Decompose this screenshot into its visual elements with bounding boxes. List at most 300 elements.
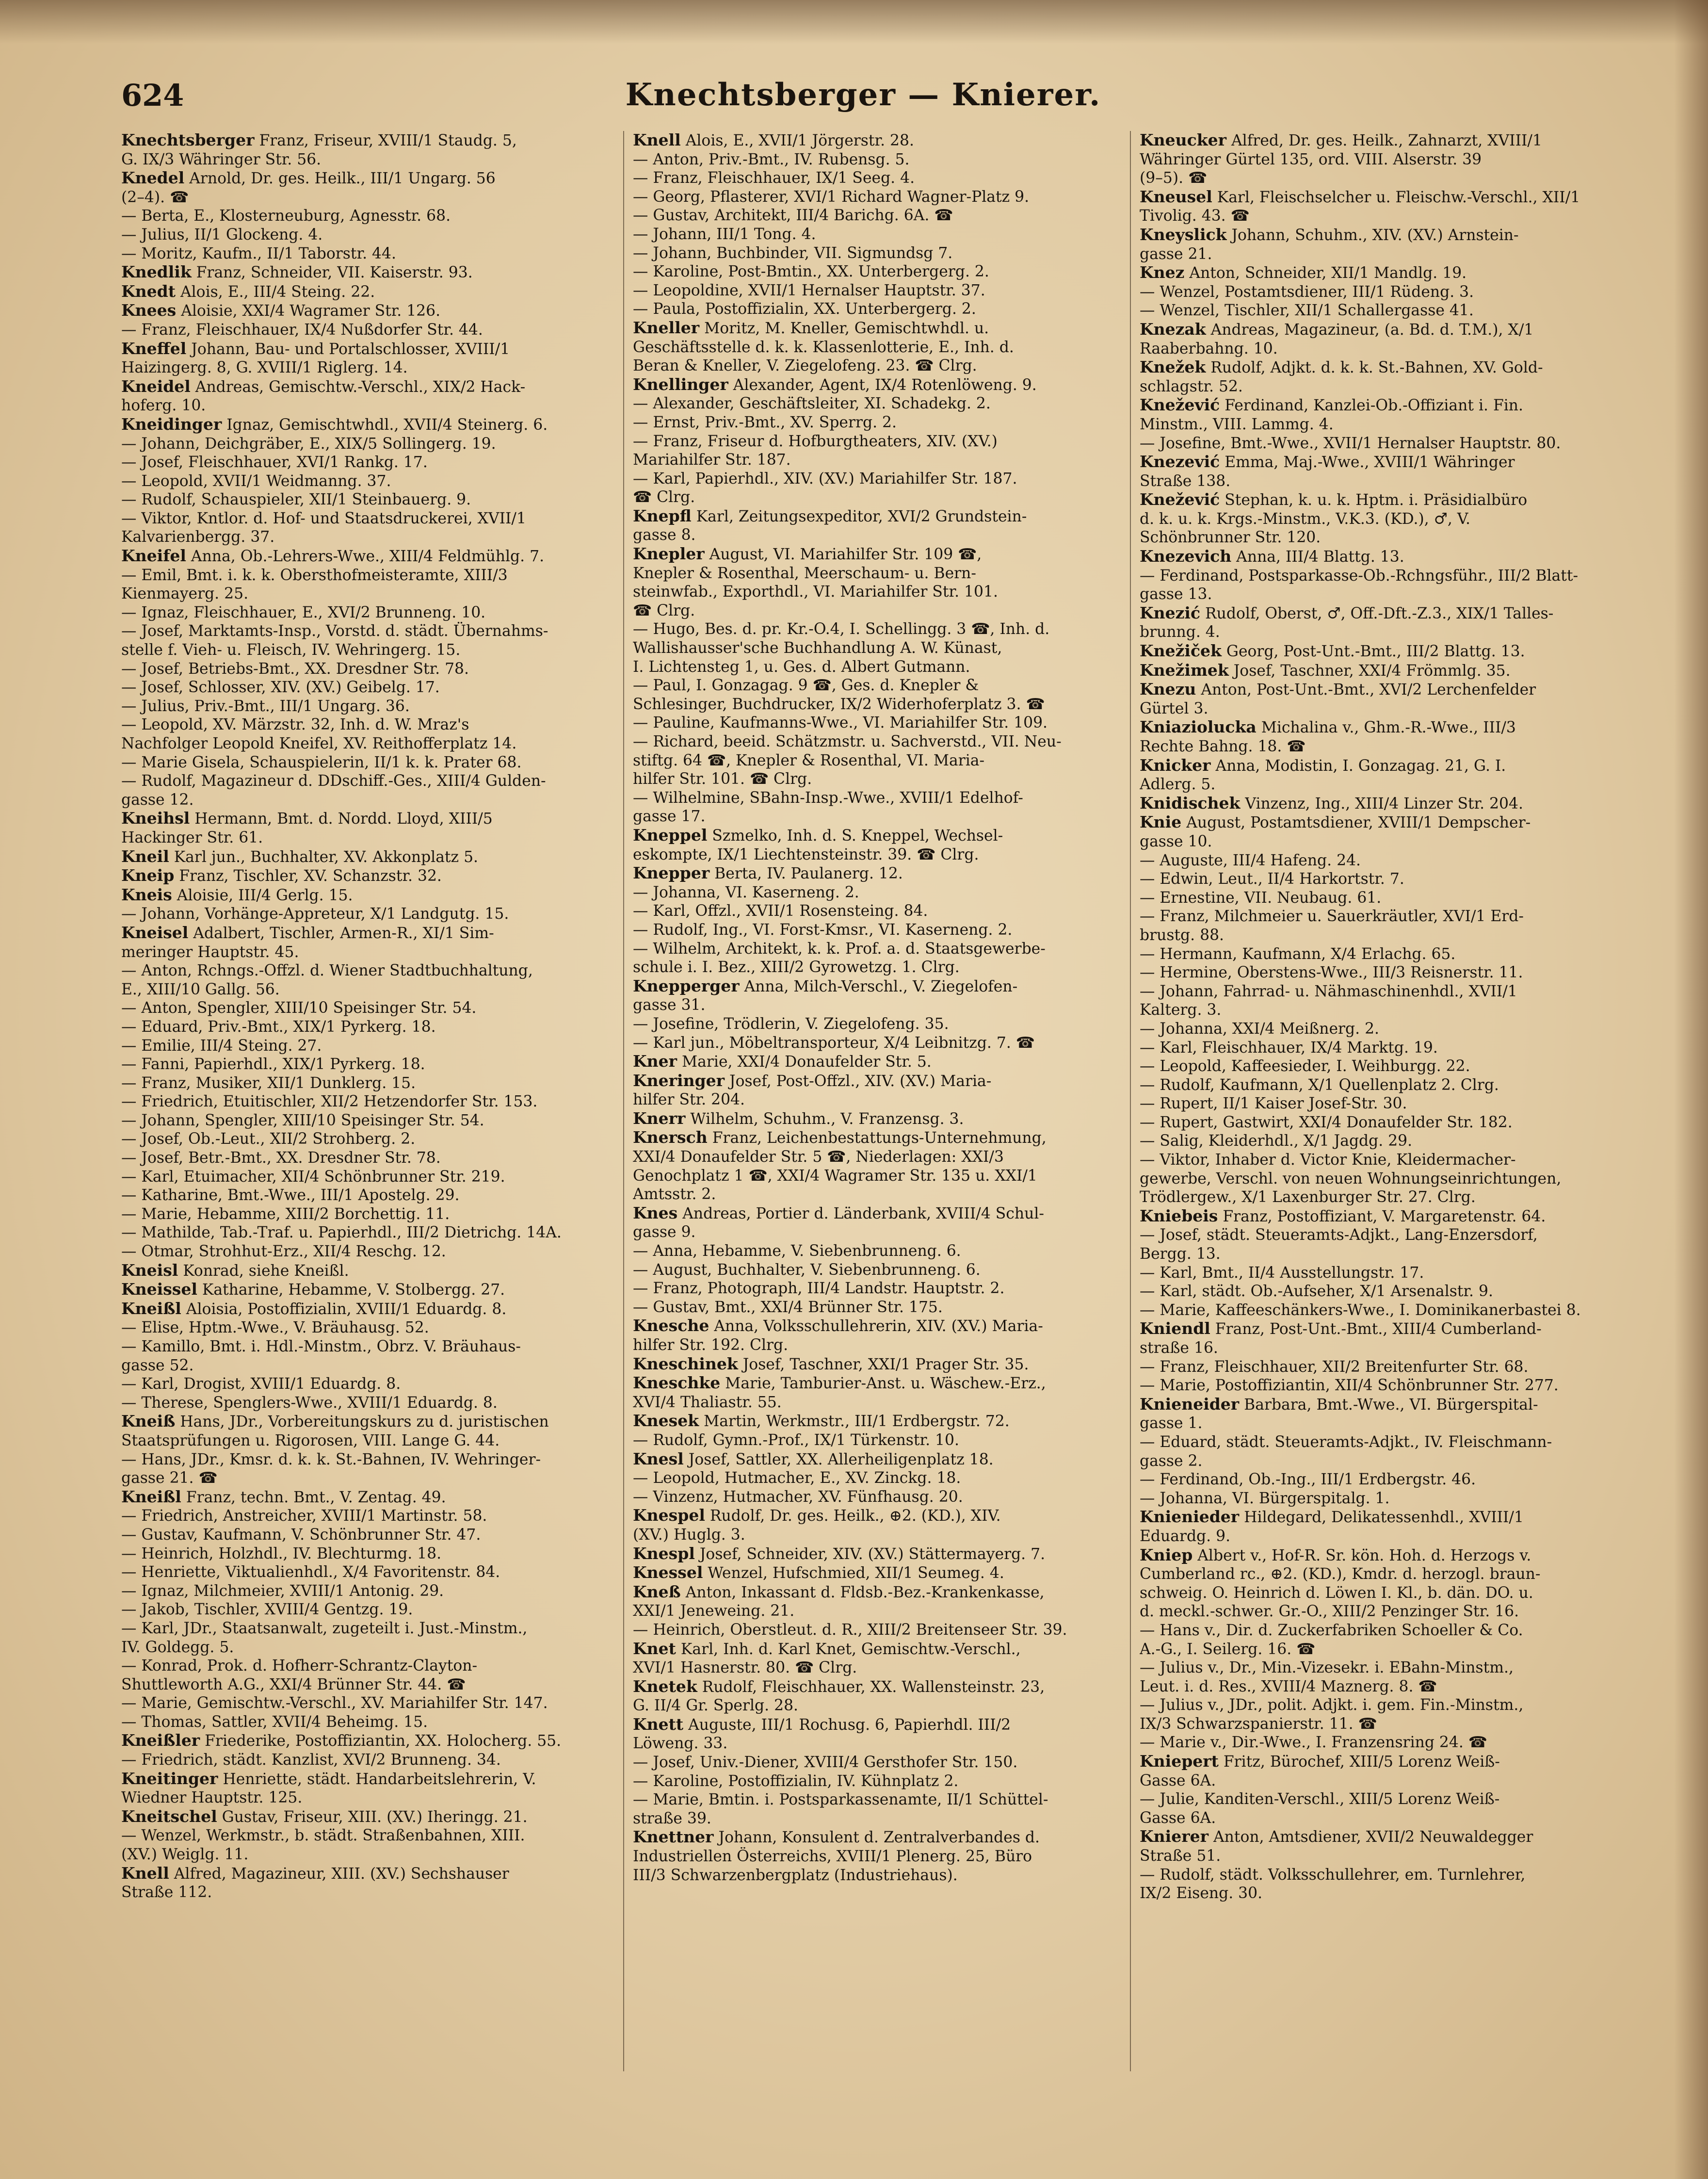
- directory-line: [121, 678, 606, 697]
- entry-text: Eduardg. 9.: [1140, 1527, 1231, 1545]
- entry-text: — Josef, städt. Steueramts-Adjkt., Lang-Enzersdorf,: [1140, 1226, 1538, 1244]
- entry-text: — Hans, JDr., Kmsr. d. k. k. St.-Bahnen, IV. Wehringer-: [121, 1450, 541, 1468]
- entry-text: Alois, E., III/4 Steing. 22.: [176, 283, 375, 301]
- directory-line: [121, 1526, 606, 1545]
- directory-line: [121, 585, 606, 603]
- directory-line: [1140, 131, 1625, 150]
- entry-text: Josef, Schneider, XIV. (XV.) Stättermayerg. 7.: [694, 1545, 1046, 1563]
- directory-line: [121, 490, 606, 509]
- directory-line: [633, 319, 1118, 338]
- entry-text: Rudolf, Fleischhauer, XX. Wallensteinstr. 23,: [697, 1678, 1045, 1696]
- directory-line: [1140, 510, 1625, 529]
- directory-line: [1140, 661, 1625, 681]
- directory-line: [121, 1713, 606, 1732]
- directory-line: [121, 1186, 606, 1205]
- entry-text: — Karl, Drogist, XVIII/1 Eduardg. 8.: [121, 1375, 401, 1393]
- entry-text: — Franz, Photograph, III/4 Landstr. Hauptstr. 2.: [633, 1280, 1005, 1298]
- directory-line: [1140, 1640, 1625, 1659]
- directory-line: [1140, 1696, 1625, 1715]
- entry-text: meringer Hauptstr. 45.: [121, 943, 299, 961]
- entry-text: — Elise, Hptm.-Wwe., V. Bräuhausg. 52.: [121, 1319, 429, 1337]
- directory-line: [633, 1734, 1118, 1753]
- directory-line: [1140, 434, 1625, 453]
- directory-line: [1140, 1866, 1625, 1885]
- directory-line: [1140, 1884, 1625, 1903]
- directory-line: [1140, 1094, 1625, 1113]
- entry-headword: Knidischek: [1140, 794, 1241, 813]
- directory-line: [1140, 907, 1625, 926]
- directory-line: [121, 169, 606, 188]
- entry-text: — Rudolf, Magazineur d. DDschiff.-Ges., XIII/4 Gulden-: [121, 772, 546, 790]
- directory-line: [1140, 775, 1625, 794]
- entry-text: Wiedner Hauptstr. 125.: [121, 1789, 303, 1807]
- entry-text: Raaberbahng. 10.: [1140, 340, 1278, 358]
- entry-text: G. IX/3 Währinger Str. 56.: [121, 150, 322, 168]
- entry-headword: Knepfl: [633, 506, 692, 525]
- directory-line: [633, 639, 1118, 658]
- entry-headword: Knepper: [633, 864, 710, 883]
- directory-line: [1140, 1188, 1625, 1207]
- entry-text: Industriellen Österreichs, XVIII/1 Plenerg. 25, Büro: [633, 1848, 1032, 1866]
- entry-headword: Knesl: [633, 1449, 684, 1468]
- directory-line: [121, 999, 606, 1018]
- directory-line: [121, 547, 606, 566]
- entry-text: — Viktor, Inhaber d. Victor Knie, Kleidermacher-: [1140, 1151, 1516, 1169]
- entry-text: (2–4). ☎: [121, 188, 189, 206]
- directory-line: [1140, 188, 1625, 207]
- directory-line: [633, 1450, 1118, 1469]
- directory-line: [121, 1300, 606, 1319]
- entry-text: — Josef, Betriebs-Bmt., XX. Dresdner Str. 78.: [121, 660, 469, 678]
- entry-text: Franz, Friseur, XVIII/1 Staudg. 5,: [254, 132, 517, 149]
- entry-text: — Leopold, Hutmacher, E., XV. Zinckg. 18.: [633, 1469, 961, 1487]
- entry-text: Kalterg. 3.: [1140, 1001, 1222, 1019]
- directory-line: [633, 1847, 1118, 1866]
- directory-line: [121, 1789, 606, 1807]
- entry-headword: Knienieder: [1140, 1508, 1240, 1527]
- entry-text: schweig. O. Heinrich d. Löwen I. Kl., b. dän. DO. u.: [1140, 1584, 1533, 1602]
- directory-line: [121, 641, 606, 660]
- directory-line: [1140, 1527, 1625, 1546]
- entry-text: Szmelko, Inh. d. S. Kneppel, Wechsel-: [707, 827, 1003, 845]
- directory-line: [121, 1431, 606, 1450]
- directory-line: [1140, 528, 1625, 547]
- entry-headword: Kniaziolucka: [1140, 718, 1257, 737]
- column-rule: [1130, 131, 1131, 2071]
- directory-line: [121, 1563, 606, 1582]
- entry-text: ☎ Clrg.: [633, 488, 695, 506]
- directory-line: [1140, 832, 1625, 851]
- entry-headword: Knet: [633, 1639, 676, 1658]
- entry-text: — Franz, Friseur d. Hofburgtheaters, XIV. (XV.): [633, 432, 998, 450]
- directory-line: [1140, 1621, 1625, 1640]
- entry-text: Berta, IV. Paulanerg. 12.: [709, 865, 903, 883]
- entry-text: — Marie, Hebamme, XIII/2 Borchettig. 11.: [121, 1205, 450, 1223]
- directory-line: [121, 980, 606, 999]
- entry-text: — Marie, Bmtin. i. Postsparkassenamte, II/1 Schüttel-: [633, 1791, 1048, 1809]
- directory-line: [1140, 926, 1625, 945]
- entry-text: — Karl, Etuimacher, XII/4 Schönbrunner Str. 219.: [121, 1168, 505, 1186]
- entry-headword: Knežimek: [1140, 661, 1229, 680]
- directory-line: [121, 472, 606, 491]
- directory-line: [633, 1790, 1118, 1809]
- directory-line: [1140, 547, 1625, 567]
- directory-line: [633, 300, 1118, 319]
- directory-line: [121, 207, 606, 226]
- entry-headword: Knellinger: [633, 375, 728, 394]
- directory-line: [121, 1864, 606, 1884]
- entry-text: Anton, Inkassant d. Fldsb.-Bez.-Krankenkasse,: [680, 1583, 1045, 1601]
- directory-line: [633, 188, 1118, 207]
- entry-text: I. Lichtensteg 1, u. Ges. d. Albert Gutmann.: [633, 658, 970, 676]
- entry-text: — Josef, Schlosser, XIV. (XV.) Geibelg. 17.: [121, 679, 440, 697]
- directory-line: [121, 1582, 606, 1601]
- directory-line: [633, 1563, 1118, 1583]
- entry-headword: Knežek: [1140, 358, 1206, 377]
- entry-headword: Kneller: [633, 318, 700, 337]
- entry-text: Anton, Schneider, XII/1 Mandlg. 19.: [1184, 264, 1467, 282]
- entry-text: Schlesinger, Buchdrucker, IX/2 Widerhoferplatz 3. ☎: [633, 695, 1045, 713]
- entry-text: Adlerg. 5.: [1140, 776, 1216, 794]
- entry-text: Minstm., VIII. Lammg. 4.: [1140, 415, 1334, 433]
- directory-line: [633, 394, 1118, 413]
- directory-line: [1140, 320, 1625, 340]
- entry-text: — Karl, Offzl., XVII/1 Rosensteing. 84.: [633, 902, 928, 920]
- entry-headword: Knezević: [1140, 453, 1220, 472]
- entry-headword: Kneil: [121, 847, 169, 866]
- entry-text: Konrad, siehe Kneißl.: [178, 1262, 349, 1280]
- directory-line: [633, 1677, 1118, 1697]
- entry-text: eskompte, IX/1 Liechtensteinstr. 39. ☎ Clrg.: [633, 846, 979, 863]
- directory-line: [1140, 1677, 1625, 1696]
- directory-line: [633, 1167, 1118, 1186]
- entry-text: (XV.) Huglg. 3.: [633, 1526, 745, 1544]
- directory-line: [633, 1828, 1118, 1847]
- entry-text: Johann, Bau- und Portalschlosser, XVIII/1: [186, 340, 510, 358]
- entry-text: — Paul, I. Gonzagag. 9 ☎, Ges. d. Knepler &: [633, 677, 979, 695]
- entry-text: — Ferdinand, Postsparkasse-Ob.-Rchngsführ., III/2 Blatt-: [1140, 567, 1579, 585]
- directory-line: [633, 1412, 1118, 1431]
- directory-line: [1140, 490, 1625, 510]
- entry-text: straße 16.: [1140, 1339, 1218, 1357]
- entry-text: A.-G., I. Seilerg. 16. ☎: [1140, 1640, 1316, 1658]
- entry-text: — Wilhelm, Architekt, k. k. Prof. a. d. Staatsgewerbe-: [633, 940, 1046, 958]
- directory-line: [1140, 1790, 1625, 1809]
- directory-line: [1140, 1584, 1625, 1603]
- entry-text: (XV.) Weiglg. 11.: [121, 1846, 249, 1864]
- directory-line: [1140, 1301, 1625, 1320]
- entry-headword: Knierer: [1140, 1827, 1208, 1846]
- entry-text: stiftg. 64 ☎, Knepler & Rosenthal, VI. Maria-: [633, 751, 985, 769]
- entry-text: Albert v., Hof-R. Sr. kön. Hoh. d. Herzogs v.: [1192, 1546, 1531, 1564]
- entry-headword: Knesek: [633, 1412, 699, 1431]
- entry-text: XXI/1 Jeneweing. 21.: [633, 1602, 795, 1620]
- directory-line: [121, 1149, 606, 1168]
- directory-line: [121, 321, 606, 340]
- entry-text: Barbara, Bmt.-Wwe., VI. Bürgerspital-: [1239, 1396, 1538, 1414]
- entry-headword: Knie: [1140, 813, 1182, 832]
- entry-headword: Kneidel: [121, 377, 191, 396]
- directory-line: [121, 1261, 606, 1281]
- entry-text: — Hans v., Dir. d. Zuckerfabriken Schoeller & Co.: [1140, 1621, 1523, 1639]
- directory-line: [121, 1130, 606, 1149]
- entry-text: G. II/4 Gr. Sperlg. 28.: [633, 1697, 799, 1715]
- entry-text: — Eduard, Priv.-Bmt., XIX/1 Pyrkerg. 18.: [121, 1018, 436, 1036]
- entry-headword: Kneyslick: [1140, 225, 1227, 244]
- directory-line: [1140, 1733, 1625, 1752]
- entry-text: — Josef, Univ.-Diener, XVIII/4 Gersthofer Str. 150.: [633, 1754, 1018, 1772]
- entry-headword: Kneß: [633, 1582, 681, 1601]
- entry-text: brustg. 88.: [1140, 926, 1225, 944]
- directory-line: [1140, 1414, 1625, 1433]
- directory-line: [633, 507, 1118, 526]
- entry-text: — Julius v., Dr., Min.-Vizesekr. i. EBahn-Minstm.,: [1140, 1659, 1514, 1677]
- directory-line: [633, 1621, 1118, 1640]
- entry-text: — Karl, Fleischhauer, IX/4 Marktg. 19.: [1140, 1039, 1438, 1057]
- entry-text: Aloisie, III/4 Gerlg. 15.: [172, 886, 353, 904]
- directory-line: [633, 1223, 1118, 1242]
- directory-line: [633, 244, 1118, 263]
- directory-line: [121, 188, 606, 207]
- directory-line: [633, 1469, 1118, 1488]
- entry-text: — Karoline, Postoffizialin, IV. Kühnplatz 2.: [633, 1772, 959, 1790]
- entry-text: Kienmayerg. 25.: [121, 585, 249, 603]
- entry-text: — Leopold, Kaffeesieder, I. Weihburgg. 22.: [1140, 1057, 1470, 1075]
- entry-headword: Kneihsl: [121, 809, 190, 828]
- entry-text: Michalina v., Ghm.-R.-Wwe., III/3: [1256, 719, 1516, 737]
- entry-text: Fritz, Bürochef, XIII/5 Lorenz Weiß-: [1218, 1753, 1500, 1771]
- entry-text: — Johann, Deichgräber, E., XIX/5 Sollingerg. 19.: [121, 435, 496, 453]
- entry-text: — Karl, JDr., Staatsanwalt, zugeteilt i. Just.-Minstm.,: [121, 1619, 528, 1637]
- directory-line: [121, 715, 606, 734]
- entry-text: Rudolf, Adjkt. d. k. k. St.-Bahnen, XV. Gold-: [1206, 359, 1543, 377]
- directory-line: [1140, 982, 1625, 1001]
- directory-line: [121, 1694, 606, 1713]
- directory-line: [633, 1298, 1118, 1317]
- entry-text: d. k. u. k. Krgs.-Minstm., V.K.3. (KD.), ♂, V.: [1140, 510, 1470, 528]
- entry-text: — Edwin, Leut., II/4 Harkortstr. 7.: [1140, 870, 1404, 888]
- entry-headword: Knedlik: [121, 263, 192, 282]
- entry-text: Martin, Werkmstr., III/1 Erdbergstr. 72.: [699, 1413, 1010, 1431]
- entry-text: Trödlergew., X/1 Laxenburger Str. 27. Clrg.: [1140, 1188, 1476, 1206]
- directory-line: [121, 809, 606, 829]
- entry-text: Hackinger Str. 61.: [121, 829, 263, 846]
- directory-line: [1140, 207, 1625, 226]
- entry-headword: Knezu: [1140, 680, 1196, 699]
- directory-line: [633, 432, 1118, 451]
- directory-line: [121, 435, 606, 454]
- directory-line: [633, 281, 1118, 300]
- entry-text: Währinger Gürtel 135, ord. VIII. Alserstr. 39: [1140, 150, 1482, 168]
- entry-headword: Kneissel: [121, 1280, 197, 1299]
- entry-text: Josef, Post-Offzl., XIV. (XV.) Maria-: [725, 1072, 992, 1090]
- entry-text: Karl jun., Buchhalter, XV. Akkonplatz 5.: [169, 848, 479, 866]
- directory-line: [1140, 1264, 1625, 1283]
- directory-line: [1140, 1470, 1625, 1489]
- entry-text: — Franz, Musiker, XII/1 Dunklerg. 15.: [121, 1074, 416, 1092]
- entry-text: — Gustav, Kaufmann, V. Schönbrunner Str. 47.: [121, 1526, 481, 1544]
- entry-text: — Johann, III/1 Tong. 4.: [633, 225, 816, 243]
- page-header: [121, 73, 1605, 126]
- entry-text: Gasse 6A.: [1140, 1772, 1216, 1789]
- entry-text: — Franz, Fleischhauer, IX/1 Seeg. 4.: [633, 169, 915, 187]
- entry-text: August, VI. Mariahilfer Str. 109 ☎,: [704, 546, 982, 564]
- entry-headword: Knežević: [1140, 490, 1220, 509]
- directory-line: [121, 282, 606, 302]
- directory-line: [121, 924, 606, 943]
- directory-line: [633, 1336, 1118, 1355]
- directory-line: [121, 1037, 606, 1056]
- entry-text: Anna, Ob.-Lehrers-Wwe., XIII/4 Feldmühlg. 7.: [186, 548, 545, 566]
- entry-text: — Otmar, Strohhut-Erz., XII/4 Reschg. 12.: [121, 1243, 446, 1261]
- entry-text: Gustav, Friseur, XIII. (XV.) Iheringg. 21.: [217, 1808, 528, 1826]
- directory-line: [633, 1526, 1118, 1545]
- directory-line: [121, 734, 606, 753]
- directory-line: [1140, 301, 1625, 320]
- directory-line: [633, 1109, 1118, 1129]
- directory-line: [1140, 1602, 1625, 1621]
- directory-line: [121, 1731, 606, 1751]
- entry-text: stelle f. Vieh- u. Fleisch, IV. Wehringerg. 15.: [121, 641, 461, 659]
- directory-line: [633, 676, 1118, 695]
- entry-text: Anna, III/4 Blattg. 13.: [1231, 548, 1404, 566]
- entry-text: — Rudolf, städt. Volksschullehrer, em. Turnlehrer,: [1140, 1866, 1526, 1884]
- entry-headword: Knezić: [1140, 603, 1201, 622]
- entry-text: — Josefine, Bmt.-Wwe., XVII/1 Hernalser Hauptstr. 80.: [1140, 434, 1561, 452]
- directory-line: [1140, 794, 1625, 813]
- directory-line: [121, 1168, 606, 1187]
- directory-line: [121, 697, 606, 716]
- directory-line: [1140, 1827, 1625, 1847]
- directory-line: [1140, 1395, 1625, 1415]
- directory-line: [1140, 604, 1625, 623]
- entry-text: — Hermine, Oberstens-Wwe., III/3 Reisnerstr. 11.: [1140, 964, 1523, 982]
- running-head: Knechtsberger — Knierer.: [625, 77, 1101, 113]
- entry-text: — Johanna, VI. Kaserneng. 2.: [633, 883, 859, 901]
- entry-text: — Anton, Rchngs.-Offzl. d. Wiener Stadtbuchhaltung,: [121, 962, 533, 980]
- entry-text: Franz, Leichenbestattungs-Unternehmung,: [707, 1129, 1047, 1147]
- directory-line: [633, 583, 1118, 602]
- entry-text: Marie, Tamburier-Anst. u. Wäschew.-Erz.,: [720, 1375, 1046, 1393]
- entry-text: gasse 8.: [633, 526, 696, 544]
- entry-text: Leut. i. d. Res., XVIII/4 Maznerg. 8. ☎: [1140, 1677, 1437, 1695]
- directory-line: [121, 961, 606, 980]
- entry-headword: Knepperger: [633, 976, 740, 995]
- directory-line: [121, 1638, 606, 1657]
- entry-headword: Kneffel: [121, 339, 187, 358]
- entry-headword: Knerr: [633, 1109, 686, 1128]
- directory-line: [633, 1052, 1118, 1072]
- directory-line: [633, 545, 1118, 564]
- entry-text: — Thomas, Sattler, XVII/4 Beheimg. 15.: [121, 1713, 428, 1731]
- directory-line: [633, 1659, 1118, 1677]
- entry-text: — Gustav, Bmt., XXI/4 Brünner Str. 175.: [633, 1298, 943, 1316]
- directory-line: [1140, 1546, 1625, 1565]
- entry-text: gasse 21.: [1140, 245, 1212, 263]
- entry-headword: Knezevich: [1140, 547, 1232, 566]
- directory-line: [633, 807, 1118, 826]
- entry-text: gasse 31.: [633, 996, 706, 1014]
- entry-text: — Julie, Kanditen-Verschl., XIII/5 Lorenz Weiß-: [1140, 1790, 1500, 1808]
- directory-line: [121, 1469, 606, 1488]
- entry-text: — Anton, Spengler, XIII/10 Speisinger Str. 54.: [121, 999, 477, 1017]
- directory-line: [121, 943, 606, 962]
- entry-text: — Josef, Fleischhauer, XVI/1 Rankg. 17.: [121, 454, 428, 472]
- column-rule: [623, 131, 624, 2071]
- entry-text: Rudolf, Oberst, ♂, Off.-Dft.-Z.3., XIX/1 Talles-: [1200, 604, 1554, 622]
- directory-line: [633, 732, 1118, 751]
- directory-line: [633, 958, 1118, 977]
- directory-line: [121, 131, 606, 150]
- entry-text: — August, Buchhalter, V. Siebenbrunneng. 6.: [633, 1261, 981, 1279]
- directory-line: [633, 1148, 1118, 1167]
- entry-text: Josef, Taschner, XXI/1 Prager Str. 35.: [738, 1355, 1029, 1373]
- entry-text: — Marie, Gemischtw.-Verschl., XV. Mariahilfer Str. 147.: [121, 1694, 548, 1712]
- entry-text: — Henriette, Viktualienhdl., X/4 Favoritenstr. 84.: [121, 1563, 500, 1581]
- directory-line: [121, 340, 606, 359]
- entry-text: Mariahilfer Str. 187.: [633, 451, 791, 469]
- directory-line: [633, 977, 1118, 996]
- directory-line: [1140, 453, 1625, 472]
- entry-text: — Julius, II/1 Glockeng. 4.: [121, 226, 323, 244]
- entry-headword: Kneringer: [633, 1071, 725, 1090]
- entry-text: — Vinzenz, Hutmacher, XV. Fünfhausg. 20.: [633, 1488, 963, 1506]
- directory-line: [1140, 963, 1625, 982]
- directory-line: [633, 1506, 1118, 1526]
- directory-line: [633, 1393, 1118, 1412]
- entry-text: Hans, JDr., Vorbereitungskurs zu d. juristischen: [175, 1413, 549, 1431]
- directory-line: [121, 829, 606, 847]
- directory-line: [633, 338, 1118, 357]
- entry-text: Bergg. 13.: [1140, 1245, 1221, 1263]
- entry-text: Knepler & Rosenthal, Meerschaum- u. Bern-: [633, 564, 976, 582]
- directory-line: [633, 1866, 1118, 1885]
- entry-text: — Josef, Betr.-Bmt., XX. Dresdner Str. 78.: [121, 1149, 441, 1167]
- entry-text: — Friedrich, Etuitischler, XII/2 Hetzendorfer Str. 153.: [121, 1093, 538, 1111]
- entry-text: — Ernestine, VII. Neubaug. 61.: [1140, 889, 1382, 907]
- directory-line: [121, 1280, 606, 1300]
- entry-text: — Friedrich, Anstreicher, XVIII/1 Martinstr. 58.: [121, 1507, 487, 1525]
- directory-line: [633, 225, 1118, 244]
- entry-text: Vinzenz, Ing., XIII/4 Linzer Str. 204.: [1240, 795, 1523, 813]
- directory-line: [633, 902, 1118, 921]
- directory-line: [121, 1507, 606, 1526]
- directory-line: [121, 301, 606, 321]
- entry-headword: Kneschke: [633, 1374, 721, 1393]
- directory-line: [121, 1600, 606, 1619]
- entry-text: XVI/4 Thaliastr. 55.: [633, 1393, 782, 1411]
- entry-text: Wallishausser'sche Buchhandlung A. W. Künast,: [633, 639, 1002, 657]
- entry-text: schlagstr. 52.: [1140, 377, 1243, 395]
- entry-text: Alois, E., XVII/1 Jörgerstr. 28.: [680, 132, 914, 149]
- entry-headword: Knez: [1140, 263, 1185, 282]
- entry-text: Karl, Fleischselcher u. Fleischw.-Verschl., XII/1: [1212, 188, 1580, 206]
- directory-line: [121, 1657, 606, 1675]
- entry-text: gasse 12.: [121, 791, 194, 809]
- entry-text: — Rudolf, Gymn.-Prof., IX/1 Türkenstr. 10.: [633, 1431, 959, 1449]
- directory-line: [1140, 870, 1625, 889]
- directory-line: [1140, 1226, 1625, 1245]
- directory-line: [121, 415, 606, 435]
- entry-headword: Kneusel: [1140, 187, 1212, 206]
- directory-line: [121, 150, 606, 169]
- entry-text: ☎ Clrg.: [633, 602, 695, 619]
- entry-text: Rudolf, Dr. ges. Heilk., ⊕2. (KD.), XIV.: [705, 1507, 1001, 1525]
- directory-line: [633, 864, 1118, 883]
- directory-line: [121, 1356, 606, 1375]
- entry-text: — Kamillo, Bmt. i. Hdl.-Minstm., Obrz. V. Bräuhaus-: [121, 1338, 521, 1355]
- entry-text: gasse 2.: [1140, 1452, 1203, 1470]
